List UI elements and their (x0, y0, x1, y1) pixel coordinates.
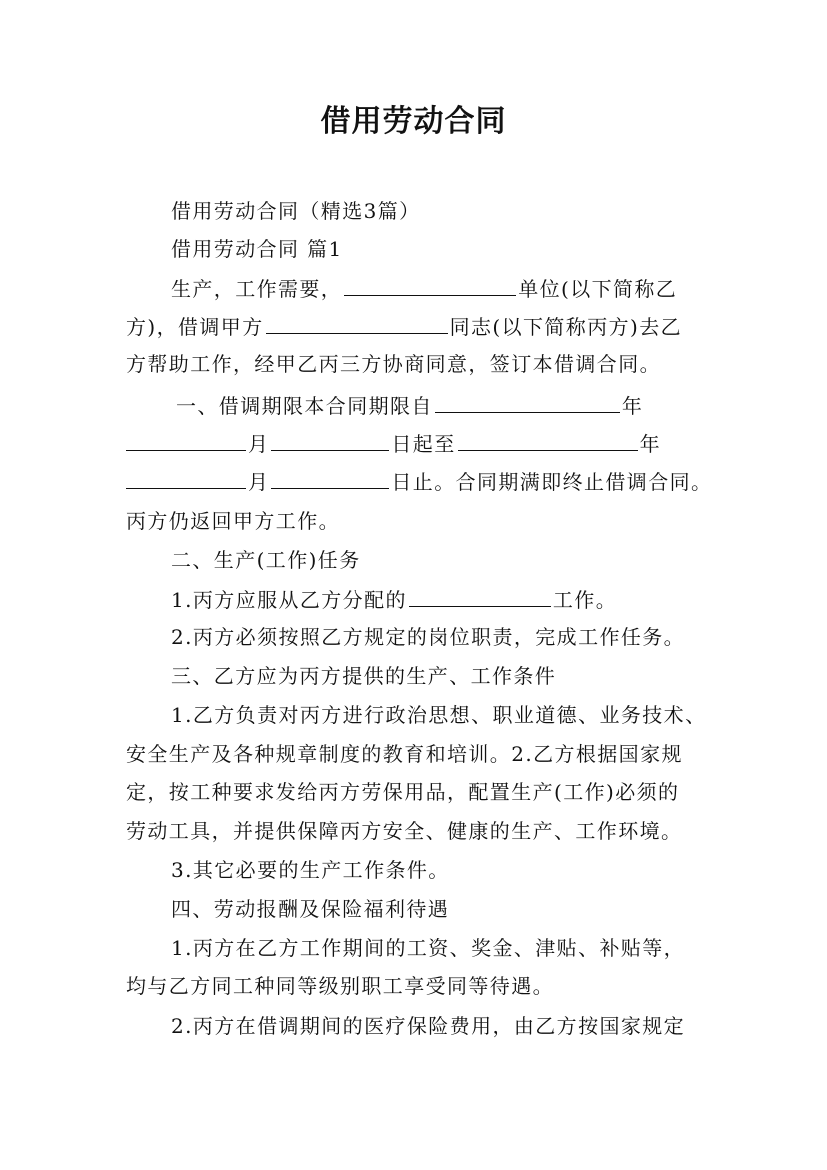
paragraph-line (126, 428, 661, 459)
paragraph-line: 方帮助工作，经甲乙丙三方协商同意，签订本借调合同。 (126, 352, 661, 376)
paragraph-line (126, 466, 712, 497)
fill-in-blank (271, 428, 389, 451)
fill-in-blank (409, 584, 551, 607)
fill-in-blank (266, 311, 448, 334)
paragraph-line (171, 273, 677, 304)
text-segment: 年 (639, 432, 662, 456)
fill-in-blank (126, 466, 246, 489)
text-segment: 方)，借调甲方 (126, 315, 264, 339)
paragraph-line (171, 584, 617, 615)
text-segment: 月 (248, 432, 270, 456)
document-title: 借用劳动合同 (320, 104, 507, 139)
paragraph-line: 2.丙方必须按照乙方规定的岗位职责，完成工作任务。 (171, 625, 686, 649)
text-segment: 生产，工作需要， (171, 277, 343, 301)
fill-in-blank (435, 390, 620, 413)
fill-in-blank (458, 428, 638, 451)
subtitle-line: 借用劳动合同（精选3篇） (171, 199, 421, 223)
paragraph-line: 劳动工具，并提供保障丙方安全、健康的生产、工作环境。 (126, 819, 683, 843)
paragraph-line: 1.丙方在乙方工作期间的工资、奖金、津贴、补贴等， (171, 936, 686, 960)
paragraph-line (176, 390, 643, 421)
section-heading-line: 四、劳动报酬及保险福利待遇 (171, 897, 450, 921)
fill-in-blank (344, 273, 516, 296)
paragraph-line: 3.其它必要的生产工作条件。 (171, 858, 450, 882)
paragraph-line: 2.丙方在借调期间的医疗保险费用，由乙方按国家规定 (171, 1014, 686, 1038)
section-heading-line: 二、生产(工作)任务 (171, 548, 361, 572)
text-segment: 工作。 (552, 588, 618, 612)
fill-in-blank (271, 466, 389, 489)
paragraph-line: 1.乙方负责对丙方进行政治思想、职业道德、业务技术、 (171, 703, 707, 727)
text-segment: 月 (248, 470, 270, 494)
paragraph-line: 定，按工种要求发给丙方劳保用品，配置生产(工作)必须的 (126, 780, 680, 804)
text-segment: 日起至 (391, 432, 456, 456)
paragraph-line: 丙方仍返回甲方工作。 (126, 509, 340, 533)
section-heading-line: 借用劳动合同 篇1 (171, 237, 343, 261)
text-segment: 年 (621, 394, 644, 418)
text-segment: 一、借调期限本合同期限自 (176, 394, 433, 418)
text-segment: 单位(以下简称乙 (518, 277, 678, 301)
paragraph-line: 安全生产及各种规章制度的教育和培训。2.乙方根据国家规 (126, 742, 683, 766)
section-heading-line: 三、乙方应为丙方提供的生产、工作条件 (171, 664, 557, 688)
fill-in-blank (126, 428, 246, 451)
paragraph-line (126, 311, 682, 342)
text-segment: 同志(以下简称丙方)去乙 (449, 315, 683, 339)
paragraph-line: 均与乙方同工种同等级别职工享受同等待遇。 (126, 974, 554, 998)
text-segment: 1.丙方应服从乙方分配的 (171, 588, 407, 612)
text-segment: 日止。合同期满即终止借调合同。 (391, 470, 713, 494)
